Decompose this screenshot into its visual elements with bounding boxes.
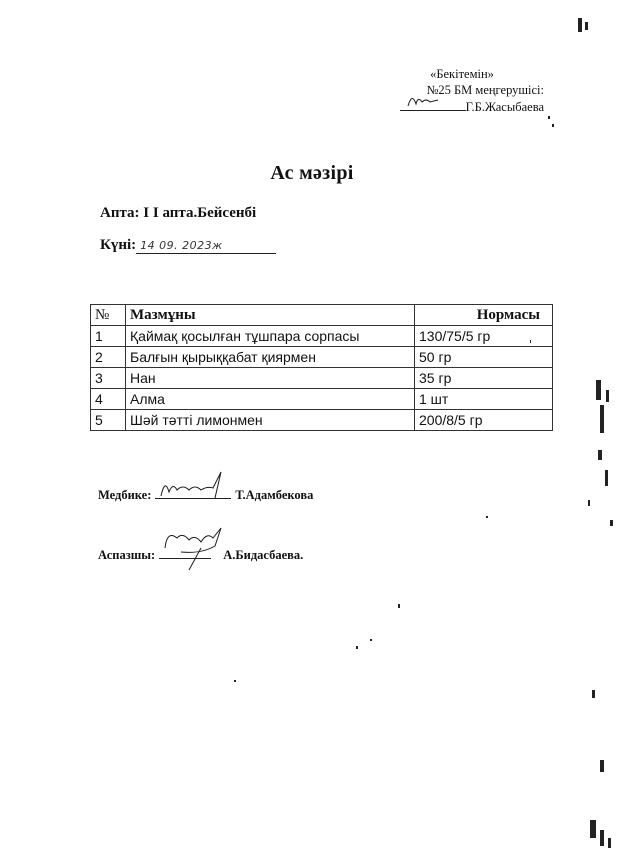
approval-block [380,66,544,115]
date-label: Күні: [100,237,137,253]
nurse-signature-icon [155,468,233,502]
nurse-name: Т.Адамбекова [235,488,314,502]
head-signature-icon [404,90,444,112]
row-num: 4 [91,389,126,410]
page-title: Ас мәзірі [270,162,354,184]
row-norm: 50 гр [415,347,553,368]
table-header-row [91,305,553,326]
date-line [100,237,276,254]
table-row [91,368,553,389]
menu-table [90,304,553,431]
head-signature-line [400,98,466,111]
row-food: Алма [126,389,415,410]
nurse-label: Медбике: [98,488,152,502]
row-norm: 1 шт [415,389,553,410]
nurse-signature-line [155,486,231,499]
cook-signature-icon [161,524,231,574]
row-num: 3 [91,368,126,389]
table-row [91,326,553,347]
approval-title: «Бекітемін» [430,67,494,81]
date-value: 14 09. 2023ж [136,238,276,254]
row-food: Балғын қырыққабат қиярмен [126,347,415,368]
row-num: 2 [91,347,126,368]
cook-signature-row [98,546,303,563]
row-num: 1 [91,326,126,347]
approval-signature-row [380,98,544,115]
row-norm: 35 гр [415,368,553,389]
head-name: Г.Б.Жасыбаева [465,100,544,114]
table-row [91,410,553,431]
header-num: № [91,305,126,326]
cook-name: А.Бидасбаева. [223,548,304,562]
row-food: Нан [126,368,415,389]
row-norm: 200/8/5 гр [415,410,553,431]
nurse-signature-row [98,486,313,503]
approval-position: №25 БМ меңгерушісі: [426,83,544,97]
header-norm: Нормасы [415,305,553,326]
row-food: Қаймақ қосылған тұшпара сорпасы [126,326,415,347]
row-food: Шәй тәтті лимонмен [126,410,415,431]
header-content: Мазмұны [126,305,415,326]
table-row [91,347,553,368]
cook-signature-line [159,546,211,559]
table-row [91,389,553,410]
week-line: Апта: І І апта.Бейсенбі [100,205,257,221]
cook-label: Аспазшы: [98,548,156,562]
row-num: 5 [91,410,126,431]
row-norm: 130/75/5 гр [415,326,553,347]
